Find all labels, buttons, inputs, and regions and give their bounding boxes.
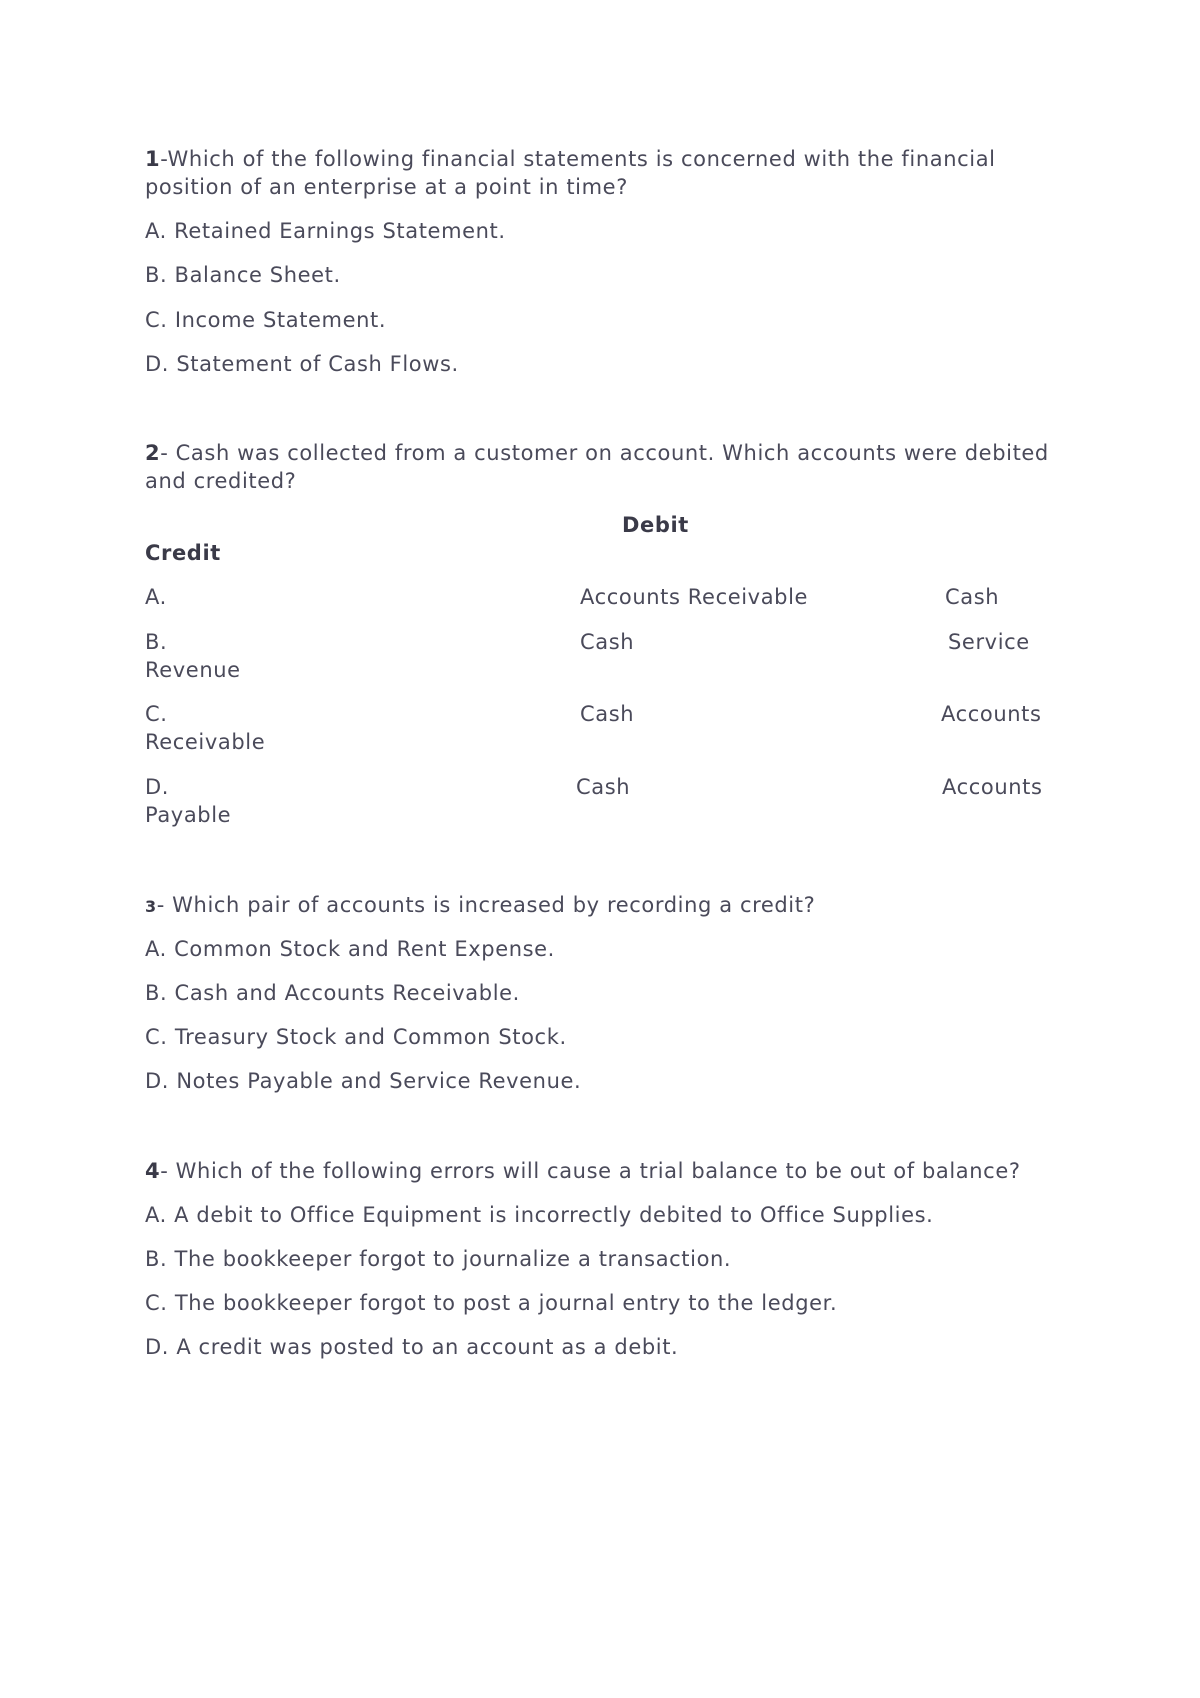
question-1-number: 1 [145,147,161,171]
question-1-option-c: C. Income Statement. [145,308,387,332]
question-4-option-a: A. A debit to Office Equipment is incorrectly debited to Office Supplies. [145,1203,934,1227]
question-3-option-a: A. Common Stock and Rent Expense. [145,937,555,961]
question-4-text: - Which of the following errors will cause a trial balance to be out of balance? [160,1159,1021,1183]
question-4-line [145,1157,1021,1185]
question-1-text-line-1: -Which of the following financial statements is concerned with the financial [160,147,996,171]
question-2-number: 2 [145,441,161,465]
q2-row-b-credit: Service [948,630,1030,654]
q2-row-c-credit: Accounts [941,702,1042,726]
q2-row-d-credit: Accounts [942,775,1043,799]
question-2-text-line-2: and credited? [145,469,297,493]
q2-row-c-letter: C. [145,702,168,726]
question-3-option-d: D. Notes Payable and Service Revenue. [145,1069,582,1093]
question-1-line-1 [145,145,996,173]
question-4-option-c: C. The bookkeeper forgot to post a journal entry to the ledger. [145,1291,838,1315]
question-3-text: - Which pair of accounts is increased by recording a credit? [156,893,816,917]
question-2-line-1 [145,439,1049,467]
question-1-text-line-2: position of an enterprise at a point in time? [145,175,628,199]
q2-row-d-letter: D. [145,775,170,799]
q2-row-a-letter: A. [145,585,167,609]
q2-row-b-debit: Cash [580,630,635,654]
question-1-option-d: D. Statement of Cash Flows. [145,352,459,376]
q2-row-b-letter: B. [145,630,168,654]
question-4-option-d: D. A credit was posted to an account as a debit. [145,1335,679,1359]
debit-header: Debit [622,513,689,537]
q2-row-c-credit-cont: Receivable [145,730,266,754]
question-4-number: 4 [145,1159,161,1183]
question-4-option-b: B. The bookkeeper forgot to journalize a transaction. [145,1247,732,1271]
question-1-option-a: A. Retained Earnings Statement. [145,219,506,243]
q2-row-a-credit: Cash [945,585,1000,609]
question-3-line [145,891,815,921]
question-2-text-line-1: - Cash was collected from a customer on account. Which accounts were debited [160,441,1049,465]
q2-row-a-debit: Accounts Receivable [580,585,809,609]
question-3-option-b: B. Cash and Accounts Receivable. [145,981,520,1005]
question-3-option-c: C. Treasury Stock and Common Stock. [145,1025,567,1049]
q2-row-d-debit: Cash [576,775,631,799]
q2-row-d-credit-cont: Payable [145,803,232,827]
credit-header: Credit [145,541,221,565]
question-3-number: 3 [145,897,157,916]
question-1-option-b: B. Balance Sheet. [145,263,341,287]
q2-row-b-credit-cont: Revenue [145,658,241,682]
q2-row-c-debit: Cash [580,702,635,726]
